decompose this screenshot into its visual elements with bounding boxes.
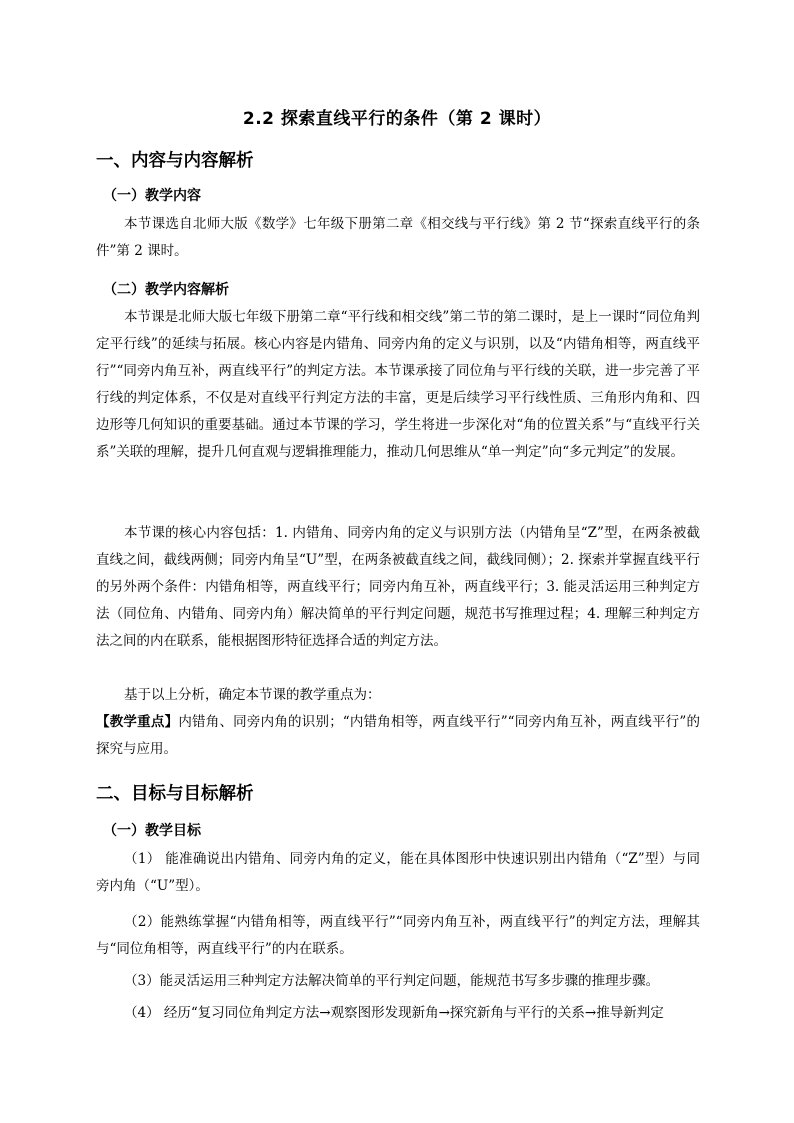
paragraph-content-analysis: 本节课是北师大版七年级下册第二章“平行线和相交线”第二节的第二课时，是上一课时“同位角判定平行线”的延续与拓展。核心内容是内错角、同旁内角的定义与识别，以及“内错角相等，两直线平行”“同旁内角互补，两直线平行”的判定方法。本节课承接了同位角与平行线的关联，进一步完善了平行线的判定体系，不仅是对直线平行判定方法的丰富，更是后续学习平行线性质、三角形内角和、四边形等几何知识的重要基础。通过本节课的学习，学生将进一步深化对“角的位置关系”与“直线平行关系”关联的理解，提升几何直观与逻辑推理能力，推动几何思维从“单一判定”向“多元判定”的发展。 <box>96 309 700 460</box>
section-heading-content: 一、内容与内容解析 <box>96 151 254 171</box>
goal-item-3: （3）能灵活运用三种判定方法解决简单的平行判定问题，能规范书写多步骤的推理步骤。 <box>124 973 660 989</box>
goal-item-4: （4） 经历“复习同位角判定方法→观察图形发现新角→探究新角与平行的关系→推导新判定 <box>124 1005 664 1021</box>
section-heading-goals: 二、目标与目标解析 <box>96 784 254 804</box>
paragraph-key-intro: 基于以上分析，确定本节课的教学重点为： <box>124 687 381 703</box>
paragraph-teaching-content: 本节课选自北师大版《数学》七年级下册第二章《相交线与平行线》第 2 节“探索直线平行的条件”第 2 课时。 <box>96 216 700 259</box>
subsection-heading-content-analysis: （二）教学内容解析 <box>103 282 229 298</box>
key-points-text: 内错角、同旁内角的识别；“内错角相等，两直线平行”“同旁内角互补，两直线平行”的探究与应用。 <box>96 714 700 757</box>
paragraph-key-points <box>96 709 700 763</box>
subsection-heading-teaching-goals: （一）教学目标 <box>103 823 201 839</box>
goal-item-1: （1） 能准确说出内错角、同旁内角的定义，能在具体图形中快速识别出内错角（“Z”型）与同旁内角（“U”型）。 <box>96 851 700 894</box>
paragraph-core-content: 本节课的核心内容包括：1. 内错角、同旁内角的定义与识别方法（内错角呈“Z”型，在两条被截直线之间，截线两侧；同旁内角呈“U”型，在两条被截直线之间，截线同侧）；2. 探索并掌握直线平行的另外两个条件：内错角相等，两直线平行；同旁内角互补，两直线平行；3. 能灵活运用三种判定方法（同位角、内错角、同旁内角）解决简单的平行判定问题，规范书写推理过程；4. 理解三种判定方法之间的内在联系，能根据图形特征选择合适的判定方法。 <box>96 525 700 649</box>
key-points-label: 【教学重点】 <box>96 714 179 730</box>
document-title: 2.2 探索直线平行的条件（第 2 课时） <box>242 109 552 129</box>
goal-item-2: （2）能熟练掌握“内错角相等，两直线平行”“同旁内角互补，两直线平行”的判定方法，理解其与“同位角相等，两直线平行”的内在联系。 <box>96 914 700 957</box>
subsection-heading-teaching-content: （一）教学内容 <box>103 188 201 204</box>
